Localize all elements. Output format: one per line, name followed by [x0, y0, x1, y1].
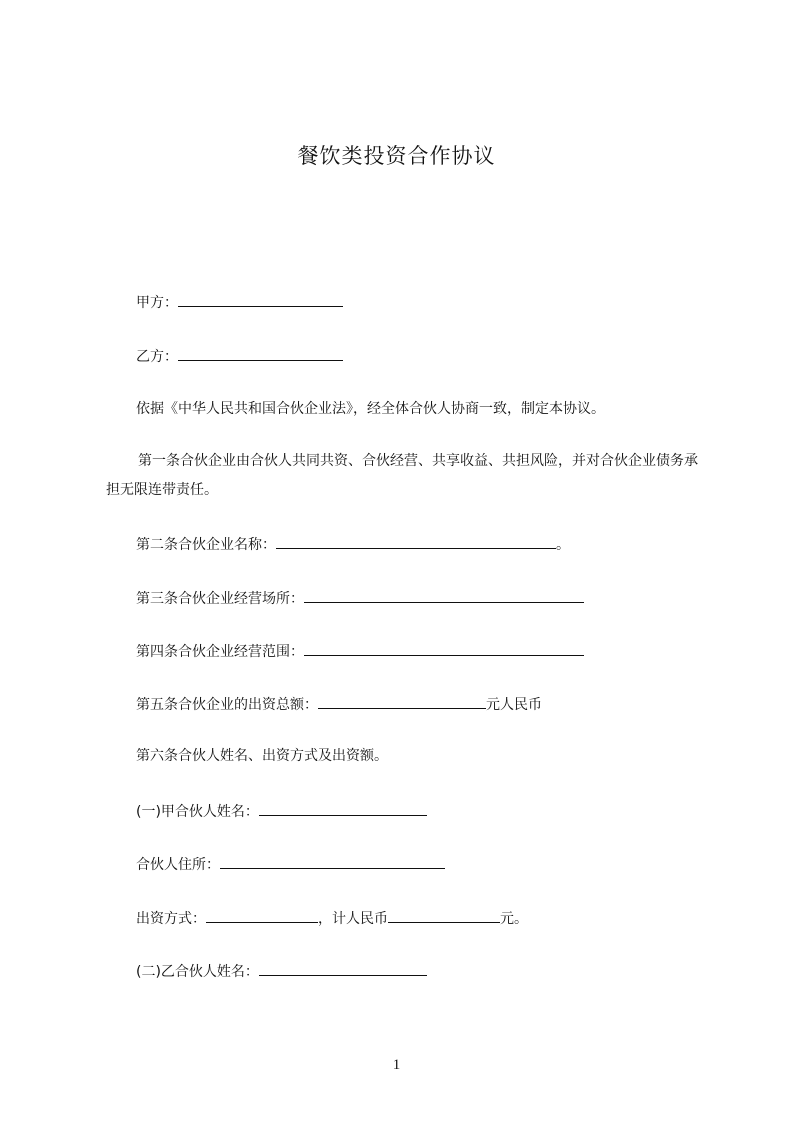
article-5-suffix: 元人民币 [486, 697, 542, 713]
party-a-line [136, 291, 343, 313]
article-6: 第六条合伙人姓名、出资方式及出资额。 [136, 748, 388, 764]
partner-residence-line [136, 853, 445, 875]
article-4-blank [304, 640, 584, 656]
article-4-label: 第四条合伙企业经营范围： [136, 644, 304, 660]
article-5-line [136, 693, 542, 715]
partner-a-name-label: (一)甲合伙人姓名： [136, 804, 259, 820]
partner-a-name-line [136, 800, 427, 822]
article-3-blank [304, 587, 584, 603]
party-b-label: 乙方： [136, 349, 178, 365]
partner-residence-label: 合伙人住所： [136, 857, 220, 873]
party-a-blank [178, 291, 343, 307]
article-2-line [136, 533, 570, 555]
article-5-blank [318, 693, 486, 709]
contribution-method-blank [206, 907, 318, 923]
article-2-suffix: 。 [556, 537, 570, 553]
basis-statement: 依据《中华人民共和国合伙企业法》，经全体合伙人协商一致，制定本协议。 [136, 401, 605, 417]
partner-b-name-blank [259, 960, 427, 976]
article-2-blank [276, 533, 556, 549]
article-3-label: 第三条合伙企业经营场所： [136, 591, 304, 607]
page-number: 1 [392, 1057, 401, 1073]
partner-a-name-blank [259, 800, 427, 816]
party-b-line [136, 345, 343, 367]
partner-residence-blank [220, 853, 445, 869]
article-1: 第一条合伙企业由合伙人共同共资、合伙经营、共享收益、共担风险，并对合伙企业债务承担无限连带责任。 [106, 453, 698, 498]
article-4-line [136, 640, 584, 662]
contribution-line [136, 907, 528, 929]
party-a-label: 甲方： [136, 295, 178, 311]
party-b-blank [178, 345, 343, 361]
article-3-line [136, 587, 584, 609]
article-5-label: 第五条合伙企业的出资总额： [136, 697, 318, 713]
partner-b-name-label: (二)乙合伙人姓名： [136, 964, 259, 980]
contribution-amount-blank [388, 907, 500, 923]
contribution-amount-label: ，计人民币 [318, 911, 388, 927]
contribution-method-label: 出资方式： [136, 911, 206, 927]
contribution-unit: 元。 [500, 911, 528, 927]
document-title: 餐饮类投资合作协议 [297, 144, 496, 168]
partner-b-name-line [136, 960, 427, 982]
article-2-label: 第二条合伙企业名称： [136, 537, 276, 553]
